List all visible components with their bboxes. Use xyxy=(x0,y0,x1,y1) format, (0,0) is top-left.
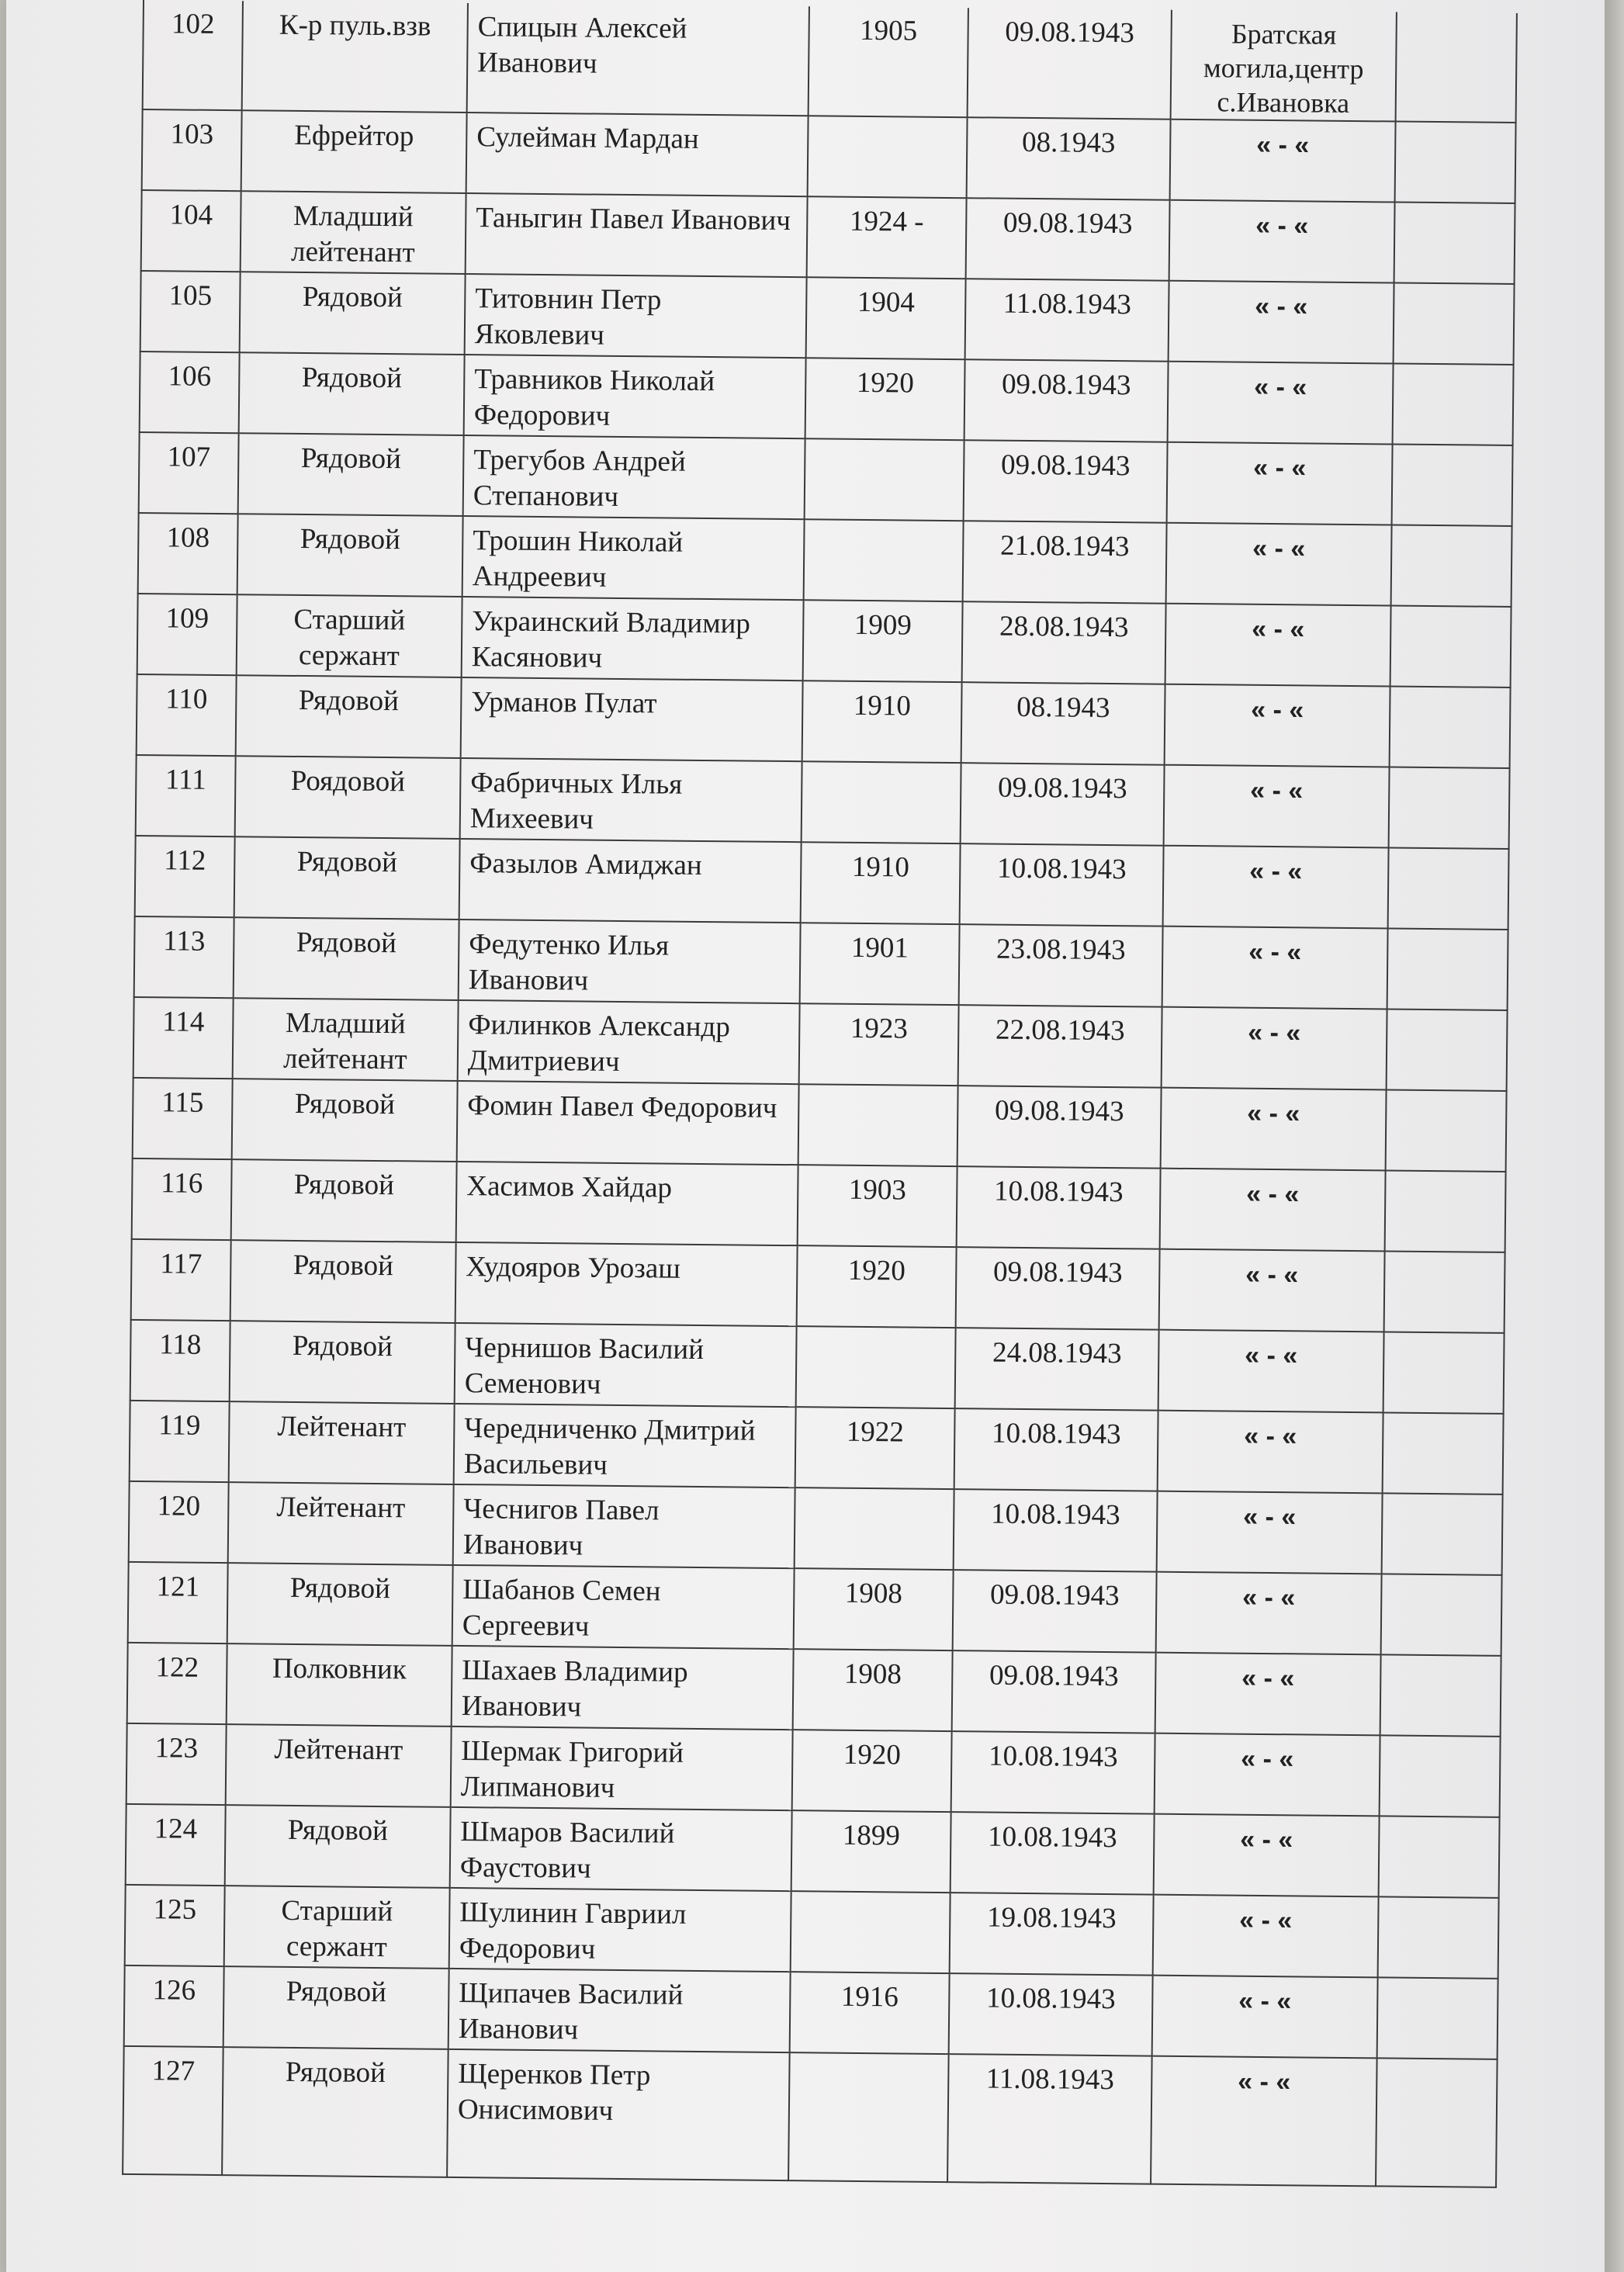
burial-place-cell: « - « xyxy=(1166,523,1392,606)
rank-cell: Старший сержант xyxy=(224,1886,450,1969)
table-row xyxy=(133,1078,1507,1172)
birth-year-cell: 1920 xyxy=(805,358,965,440)
burial-register-table xyxy=(122,0,1518,2188)
table-row xyxy=(130,1320,1505,1414)
birth-year-cell: 1904 xyxy=(806,277,966,359)
table-row xyxy=(142,109,1516,203)
table-row xyxy=(127,1643,1501,1737)
name-cell: Спицын Алексей Иванович xyxy=(467,3,809,116)
name-cell: Шахаев Владимир Иванович xyxy=(452,1646,794,1730)
death-date-cell: 10.08.1943 xyxy=(951,1731,1155,1814)
rank-cell: Рядовой xyxy=(236,675,462,758)
notes-cell xyxy=(1390,686,1511,767)
name-cell: Федутенко Илья Иванович xyxy=(459,920,801,1003)
row-number-cell: 108 xyxy=(138,513,238,594)
birth-year-cell xyxy=(798,1084,958,1166)
burial-place-cell: « - « xyxy=(1156,1572,1382,1655)
rank-cell: Лейтенант xyxy=(226,1724,452,1807)
birth-year-cell: 1909 xyxy=(803,600,963,682)
row-number-cell: 110 xyxy=(137,674,237,756)
burial-place-cell: « - « xyxy=(1163,846,1389,929)
death-date-cell: 08.1943 xyxy=(961,682,1165,765)
birth-year-cell: 1920 xyxy=(792,1730,952,1812)
register-rows xyxy=(123,0,1517,2187)
table-row xyxy=(137,594,1511,687)
rank-cell: Лейтенант xyxy=(229,1401,455,1484)
row-number-cell: 118 xyxy=(130,1320,230,1401)
death-date-cell: 09.08.1943 xyxy=(952,1650,1156,1733)
birth-year-cell: 1901 xyxy=(800,923,960,1005)
burial-place-cell: « - « xyxy=(1157,1491,1383,1574)
death-date-cell: 10.08.1943 xyxy=(957,1166,1161,1249)
name-cell: Хасимов Хайдар xyxy=(456,1162,798,1245)
death-date-cell: 09.08.1943 xyxy=(968,8,1172,119)
row-number-cell: 106 xyxy=(140,352,240,433)
notes-cell xyxy=(1395,122,1516,203)
table-row xyxy=(131,1239,1505,1333)
burial-place-cell: « - « xyxy=(1154,1814,1380,1897)
table-row xyxy=(132,1159,1506,1252)
death-date-cell: 08.1943 xyxy=(967,117,1171,200)
birth-year-cell xyxy=(805,438,964,521)
row-number-cell: 111 xyxy=(136,755,236,836)
death-date-cell: 10.08.1943 xyxy=(960,843,1164,926)
rank-cell: Роядовой xyxy=(235,756,461,839)
burial-place-cell: « - « xyxy=(1161,1088,1387,1171)
table-row xyxy=(139,432,1513,526)
name-cell: Трегубов Андрей Степанович xyxy=(463,435,805,519)
rank-cell: Лейтенант xyxy=(228,1482,454,1565)
birth-year-cell: 1922 xyxy=(795,1407,955,1489)
table-row xyxy=(137,674,1511,768)
burial-place-cell: « - « xyxy=(1155,1733,1380,1817)
row-number-cell: 103 xyxy=(142,109,242,191)
burial-place-cell: « - « xyxy=(1170,119,1396,203)
name-cell: Щеренков Петр Онисимович xyxy=(447,2049,790,2180)
rank-cell: Рядовой xyxy=(239,352,465,435)
notes-cell xyxy=(1377,1977,1498,2059)
burial-place-cell: « - « xyxy=(1153,1895,1379,1978)
death-date-cell: 10.08.1943 xyxy=(954,1489,1158,1572)
rank-cell: Старший сержант xyxy=(237,594,462,677)
birth-year-cell xyxy=(796,1326,956,1408)
death-date-cell: 22.08.1943 xyxy=(958,1005,1162,1088)
birth-year-cell: 1903 xyxy=(798,1165,957,1247)
birth-year-cell xyxy=(791,1891,951,1973)
row-number-cell: 104 xyxy=(141,190,241,272)
row-number-cell: 105 xyxy=(140,271,241,352)
name-cell: Худояров Урозаш xyxy=(455,1242,798,1326)
birth-year-cell: 1910 xyxy=(802,681,962,763)
row-number-cell: 125 xyxy=(125,1885,225,1966)
notes-cell xyxy=(1378,1896,1499,1978)
row-number-cell: 120 xyxy=(129,1481,229,1563)
burial-place-cell: « - « xyxy=(1168,362,1394,445)
name-cell: Фабричных Илья Михеевич xyxy=(460,758,802,842)
row-number-cell: 112 xyxy=(135,836,235,917)
rank-cell: Рядовой xyxy=(227,1563,453,1646)
table-row xyxy=(130,1401,1504,1494)
notes-cell xyxy=(1396,12,1517,123)
table-row xyxy=(124,1965,1498,2059)
name-cell: Шабанов Семен Сергеевич xyxy=(452,1565,795,1649)
name-cell: Урманов Пулат xyxy=(461,677,803,761)
burial-place-cell: « - « xyxy=(1169,281,1394,364)
rank-cell: Рядовой xyxy=(223,1966,449,2049)
table-row xyxy=(135,836,1509,930)
burial-place-cell: « - « xyxy=(1165,684,1390,767)
notes-cell xyxy=(1387,928,1508,1010)
birth-year-cell xyxy=(795,1488,954,1570)
death-date-cell: 24.08.1943 xyxy=(955,1328,1159,1411)
row-number-cell: 115 xyxy=(133,1078,233,1159)
row-number-cell: 122 xyxy=(127,1643,227,1724)
notes-cell xyxy=(1386,1089,1507,1171)
notes-cell xyxy=(1380,1735,1501,1817)
rank-cell: К-р пуль.взв xyxy=(242,1,468,113)
death-date-cell: 10.08.1943 xyxy=(954,1408,1158,1491)
birth-year-cell: 1924 - xyxy=(807,196,967,279)
death-date-cell: 19.08.1943 xyxy=(950,1893,1154,1976)
notes-cell xyxy=(1394,203,1515,284)
birth-year-cell xyxy=(802,761,961,843)
name-cell: Трошин Николай Андреевич xyxy=(462,516,805,600)
death-date-cell: 10.08.1943 xyxy=(949,1973,1153,2056)
birth-year-cell: 1899 xyxy=(791,1810,951,1893)
burial-place-cell: « - « xyxy=(1152,1976,1378,2059)
row-number-cell: 102 xyxy=(143,0,243,110)
death-date-cell: 09.08.1943 xyxy=(957,1086,1162,1169)
notes-cell xyxy=(1392,444,1513,525)
death-date-cell: 10.08.1943 xyxy=(951,1812,1155,1895)
name-cell: Шмаров Василий Фаустович xyxy=(450,1807,792,1891)
rank-cell: Рядовой xyxy=(230,1321,455,1404)
notes-cell xyxy=(1382,1493,1503,1574)
birth-year-cell: 1910 xyxy=(801,842,961,924)
burial-place-cell: « - « xyxy=(1159,1249,1385,1332)
burial-place-cell: « - « xyxy=(1151,2056,1377,2187)
name-cell: Таныгин Павел Иванович xyxy=(466,193,808,277)
birth-year-cell: 1905 xyxy=(809,6,968,117)
table-row xyxy=(141,190,1515,284)
birth-year-cell: 1920 xyxy=(797,1245,957,1328)
notes-cell xyxy=(1393,363,1514,445)
table-row xyxy=(134,916,1508,1010)
birth-year-cell: 1923 xyxy=(799,1003,959,1086)
birth-year-cell xyxy=(804,519,964,601)
death-date-cell: 09.08.1943 xyxy=(961,763,1165,846)
table-row xyxy=(140,271,1515,365)
table-row xyxy=(138,513,1512,607)
table-row xyxy=(129,1481,1503,1575)
table-row xyxy=(133,997,1508,1091)
table-row xyxy=(123,2046,1498,2187)
burial-place-cell: « - « xyxy=(1155,1653,1381,1736)
row-number-cell: 107 xyxy=(139,432,239,514)
burial-place-cell: « - « xyxy=(1167,442,1393,525)
rank-cell: Рядовой xyxy=(231,1159,457,1242)
name-cell: Титовнин Петр Яковлевич xyxy=(465,274,807,358)
rank-cell: Рядовой xyxy=(240,272,466,355)
death-date-cell: 09.08.1943 xyxy=(956,1247,1160,1330)
row-number-cell: 123 xyxy=(126,1723,227,1805)
name-cell: Сулейман Мардан xyxy=(466,113,809,196)
row-number-cell: 121 xyxy=(128,1562,228,1643)
rank-cell: Рядовой xyxy=(234,917,459,1000)
notes-cell xyxy=(1388,847,1509,929)
burial-place-cell: « - « xyxy=(1162,1007,1387,1090)
rank-cell: Рядовой xyxy=(230,1240,456,1323)
notes-cell xyxy=(1383,1332,1505,1413)
rank-cell: Рядовой xyxy=(237,514,463,597)
burial-place-cell: « - « xyxy=(1158,1411,1383,1494)
rank-cell: Рядовой xyxy=(222,2047,448,2177)
notes-cell xyxy=(1383,1412,1504,1494)
row-number-cell: 119 xyxy=(130,1401,230,1482)
name-cell: Шулинин Гавриил Федорович xyxy=(449,1888,791,1972)
row-number-cell: 126 xyxy=(124,1965,224,2047)
notes-cell xyxy=(1389,767,1510,848)
death-date-cell: 28.08.1943 xyxy=(962,601,1166,684)
death-date-cell: 09.08.1943 xyxy=(966,198,1170,281)
rank-cell: Младший лейтенант xyxy=(233,998,459,1081)
notes-cell xyxy=(1376,2058,1498,2187)
name-cell: Чередниченко Дмитрий Васильевич xyxy=(454,1404,796,1488)
rank-cell: Ефрейтор xyxy=(241,110,467,193)
row-number-cell: 113 xyxy=(134,916,234,998)
table-row xyxy=(140,352,1514,445)
notes-cell xyxy=(1394,282,1515,364)
birth-year-cell: 1916 xyxy=(790,1972,950,2054)
birth-year-cell: 1908 xyxy=(794,1568,954,1650)
burial-place-cell: « - « xyxy=(1160,1169,1386,1252)
notes-cell xyxy=(1381,1574,1502,1655)
name-cell: Фомин Павел Федорович xyxy=(457,1081,799,1165)
table-row xyxy=(125,1885,1499,1979)
notes-cell xyxy=(1391,525,1512,606)
background-edge xyxy=(1605,0,1624,2272)
burial-place-cell: « - « xyxy=(1164,765,1390,848)
name-cell: Филинков Александр Дмитриевич xyxy=(458,1000,800,1084)
name-cell: Фазылов Амиджан xyxy=(459,839,802,923)
name-cell: Чеснигов Павел Иванович xyxy=(453,1484,795,1568)
death-date-cell: 21.08.1943 xyxy=(963,521,1167,604)
name-cell: Щипачев Василий Иванович xyxy=(448,1969,791,2052)
rank-cell: Младший лейтенант xyxy=(241,191,466,274)
name-cell: Украинский Владимир Касянович xyxy=(462,597,804,681)
name-cell: Чернишов Василий Семенович xyxy=(455,1323,797,1407)
notes-cell xyxy=(1379,1816,1500,1897)
name-cell: Шермак Григорий Липманович xyxy=(451,1727,793,1810)
row-number-cell: 124 xyxy=(126,1804,226,1886)
burial-place-cell: « - « xyxy=(1165,604,1391,687)
table-row xyxy=(126,1723,1501,1817)
table-row xyxy=(136,755,1510,849)
notes-cell xyxy=(1385,1170,1506,1252)
rank-cell: Рядовой xyxy=(225,1805,451,1888)
notes-cell xyxy=(1384,1251,1505,1332)
row-number-cell: 127 xyxy=(123,2046,223,2175)
table-row xyxy=(126,1804,1500,1898)
table-row xyxy=(128,1562,1502,1656)
death-date-cell: 11.08.1943 xyxy=(965,279,1169,362)
row-number-cell: 109 xyxy=(137,594,237,675)
rank-cell: Рядовой xyxy=(234,836,460,920)
row-number-cell: 114 xyxy=(133,997,234,1079)
death-date-cell: 11.08.1943 xyxy=(947,2054,1152,2184)
rank-cell: Рядовой xyxy=(232,1079,458,1162)
name-cell: Травников Николай Федорович xyxy=(464,355,806,438)
rank-cell: Рядовой xyxy=(238,433,464,516)
row-number-cell: 117 xyxy=(131,1239,231,1321)
death-date-cell: 09.08.1943 xyxy=(964,359,1169,442)
notes-cell xyxy=(1390,605,1511,687)
burial-place-cell: « - « xyxy=(1169,200,1395,283)
table-row xyxy=(143,0,1517,123)
row-number-cell: 116 xyxy=(132,1159,232,1240)
birth-year-cell: 1908 xyxy=(793,1649,953,1731)
burial-place-cell: « - « xyxy=(1158,1330,1384,1413)
death-date-cell: 09.08.1943 xyxy=(964,440,1168,523)
birth-year-cell xyxy=(808,116,968,198)
notes-cell xyxy=(1387,1009,1508,1090)
burial-place-cell: Братская могила,центр с.Ивановка xyxy=(1171,10,1397,122)
notes-cell xyxy=(1380,1654,1501,1736)
death-date-cell: 23.08.1943 xyxy=(959,924,1163,1007)
rank-cell: Полковник xyxy=(227,1643,452,1727)
death-date-cell: 09.08.1943 xyxy=(953,1570,1157,1653)
birth-year-cell xyxy=(788,2052,949,2182)
burial-place-cell: « - « xyxy=(1162,926,1388,1010)
